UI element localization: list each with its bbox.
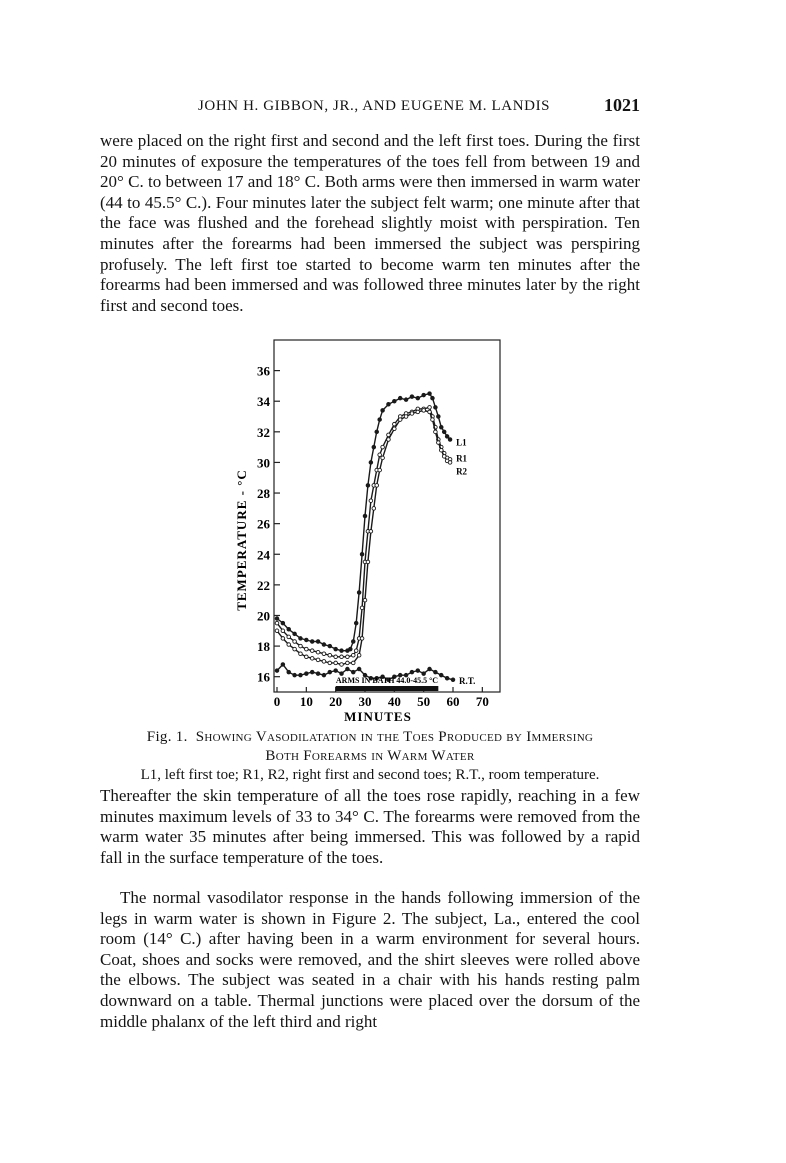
data-point [428,410,432,414]
data-point [322,660,326,664]
data-point [437,441,441,445]
body-paragraph-3: The normal vasodilator response in the hands following immersion of the legs in warm water is shown in Figure 2. The subject, La., entered the cool room (14° C.) after having been in a warm environment for several hours. Coat, shoes and socks were removed, and the shirt sleeves were rolled above the elbows. The subject was seated in a chair with his hands resting palm downward on a table. Thermal junctions were placed over the dorsum of the middle phalanx of the left third and right [100,888,640,1031]
data-point [281,621,285,625]
running-head [100,95,640,119]
data-point [334,655,338,659]
y-tick-label: 28 [257,486,270,502]
caption-line-1: Showing Vasodilatation in the Toes Produced by Immersing [195,729,594,745]
data-point [340,655,344,659]
data-point [310,670,314,674]
data-point [351,661,355,665]
data-point [334,661,338,665]
caption-legend-note: L1, left first toe; R1, R2, right first and second toes; R.T., room temperature. [140,767,600,783]
data-point [428,392,432,396]
data-point [378,453,382,457]
data-point [360,637,364,641]
data-point [363,514,367,518]
x-tick-label: 30 [358,694,372,709]
data-point [316,658,320,662]
data-point [416,396,420,400]
data-point [410,395,414,399]
temperature-chart [230,335,520,725]
caption-line-2: Both Forearms in Warm Water [265,748,475,764]
series-label: R.T. [459,675,476,686]
bath-interval-bar [336,686,439,691]
data-point [322,652,326,656]
data-point [334,669,338,673]
data-point [275,617,279,621]
data-point [442,430,446,434]
data-point [299,673,303,677]
data-point [422,672,426,676]
data-point [375,430,379,434]
y-tick-label: 26 [257,516,270,532]
data-point [404,398,408,402]
body-paragraph-1: were placed on the right first and second and the left first toes. During the first 20 minutes of exposure the temperatures of the toes fell from between 19 and 20° C. to between 17 and 18° C. Both arms were then immersed in warm water (44 to 45.5° C.). Four minutes later the subject felt warm; one minute after that the face was flushed and the forehead slightly moist with perspiration. Ten minutes after the forearms had been immersed the subject was perspiring profusely. The left first toe started to become warm ten minutes after the forearms had been immersed and was followed three minutes later by the right first and second toes. [100,131,640,315]
data-point [328,670,332,674]
data-point [360,552,364,556]
data-point [357,667,361,671]
data-point [310,649,314,653]
data-point [305,638,309,642]
figure-1 [230,335,520,725]
data-point [416,669,420,673]
data-point [422,409,426,413]
page-number: 1021 [604,95,640,115]
data-point [287,643,291,647]
data-point [369,530,373,534]
data-point [381,445,385,449]
data-point [437,415,441,419]
data-point [363,598,367,602]
y-tick-label: 18 [257,639,270,655]
x-tick-label: 0 [273,694,281,709]
data-point [393,422,397,426]
data-point [334,647,338,651]
x-tick-label: 20 [329,694,343,709]
data-point [328,644,332,648]
data-point [281,629,285,633]
data-point [428,406,432,410]
y-tick-label: 24 [257,547,270,563]
data-point [299,637,303,641]
data-point [434,670,438,674]
data-point [322,673,326,677]
data-point [322,643,326,647]
x-axis-label: MINUTES [344,709,412,724]
data-point [281,637,285,641]
data-point [316,650,320,654]
data-point [372,445,376,449]
data-point [428,667,432,671]
data-point [351,653,355,657]
bath-bar [336,676,439,691]
body-paragraph-2: Thereafter the skin temperature of all the toes rose rapidly, reaching in a few minutes maximum levels of 33 to 34° C. The forearms were removed from the warm water 35 minutes after being immersed. This was followed by a rapid fall in the surface temperature of the toes. [100,786,640,867]
y-tick-label: 36 [257,363,270,379]
data-point [398,396,402,400]
series-label: R2 [456,466,468,477]
y-tick-label: 16 [257,669,270,685]
data-point [387,402,391,406]
data-point [366,484,370,488]
data-point [416,410,420,414]
data-point [310,640,314,644]
series-label: R1 [456,453,468,464]
data-point [445,435,449,439]
data-point [310,657,314,661]
data-point [378,418,382,422]
data-point [351,670,355,674]
data-point [439,448,443,452]
figure-caption [100,728,640,766]
data-point [275,621,279,625]
data-point [381,456,385,460]
data-point [287,635,291,639]
data-point [393,399,397,403]
data-point [387,438,391,442]
data-point [340,672,344,676]
data-point [451,678,455,682]
data-point [434,406,438,410]
data-point [381,409,385,413]
data-point [328,661,332,665]
y-tick-label: 30 [257,455,270,471]
caption-label: Fig. 1. [146,729,188,745]
data-point [305,655,309,659]
data-point [439,425,443,429]
series-layer [275,392,475,686]
data-point [349,647,353,651]
data-point [305,672,309,676]
data-point [393,427,397,431]
data-point [293,673,297,677]
data-point [340,663,344,667]
data-point [346,667,350,671]
data-point [439,673,443,677]
x-tick-label: 40 [387,694,401,709]
data-point [346,655,350,659]
y-axis [257,364,280,685]
data-point [275,669,279,673]
y-tick-label: 20 [257,608,270,624]
data-point [431,396,435,400]
data-point [293,632,297,636]
data-point [366,560,370,564]
data-point [357,591,361,595]
x-tick-label: 50 [417,694,431,709]
y-tick-label: 22 [257,577,270,593]
data-point [442,455,446,459]
data-point [369,461,373,465]
data-point [305,647,309,651]
data-point [287,670,291,674]
x-tick-label: 70 [475,694,489,709]
data-point [360,606,364,610]
data-point [434,430,438,434]
data-point [448,438,452,442]
y-tick-label: 34 [257,394,270,410]
data-point [448,461,452,465]
data-point [375,484,379,488]
data-point [372,507,376,511]
x-tick-label: 10 [299,694,313,709]
running-title: JOHN H. GIBBON, JR., AND EUGENE M. LANDIS [198,98,551,114]
data-point [431,418,435,422]
data-point [351,640,355,644]
data-point [354,649,358,653]
data-point [410,412,414,416]
data-point [316,640,320,644]
data-point [340,649,344,653]
data-point [281,663,285,667]
data-point [328,653,332,657]
x-tick-label: 60 [446,694,460,709]
data-point [404,415,408,419]
data-point [293,647,297,651]
data-point [287,627,291,631]
data-point [299,652,303,656]
y-tick-label: 32 [257,424,270,440]
bath-annotation: ARMS IN BATH 44.0-45.5 °C [335,676,439,685]
data-point [293,640,297,644]
data-point [299,644,303,648]
data-point [422,393,426,397]
data-point [398,418,402,422]
data-point [346,661,350,665]
data-point [354,621,358,625]
series-label: L1 [456,437,467,448]
data-point [445,676,449,680]
data-point [316,672,320,676]
data-point [369,499,373,503]
y-axis-label: TEMPERATURE - °C [234,469,249,611]
data-point [275,629,279,633]
data-point [378,468,382,472]
data-point [410,670,414,674]
data-point [357,653,361,657]
